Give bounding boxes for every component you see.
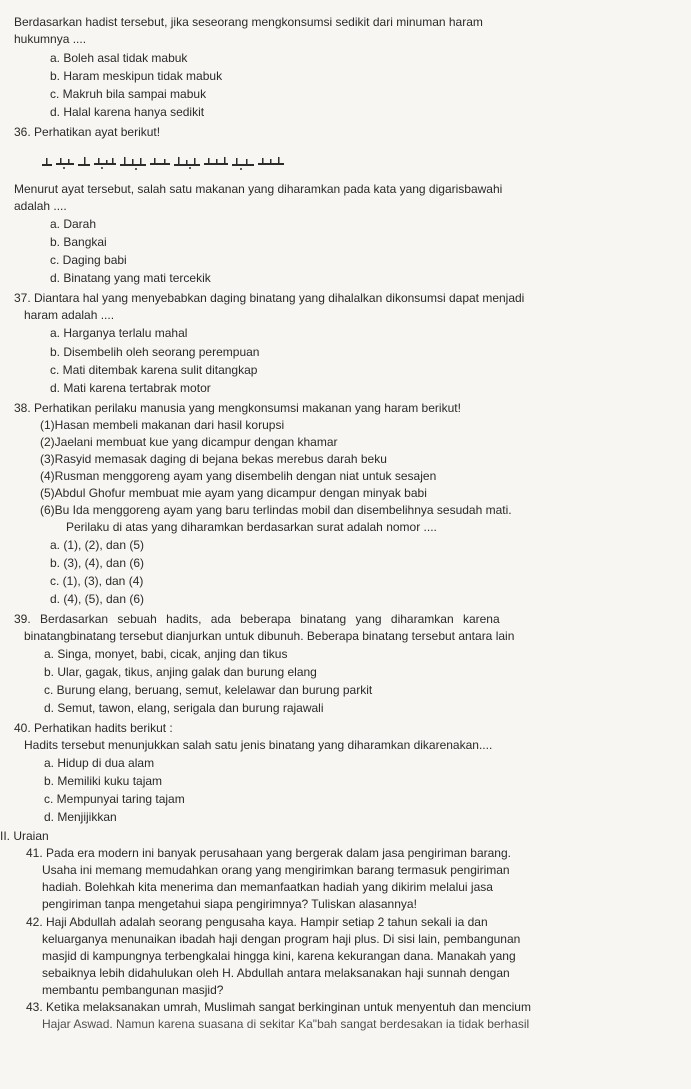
q41-line-3: hadiah. Bolehkah kita menerima dan memanfaatkan hadiah yang dikirim melalui jasa xyxy=(42,880,493,895)
q39-heading-line-2: binatangbinatang tersebut dianjurkan untuk dibunuh. Beberapa binatang tersebut antara lain xyxy=(24,629,515,643)
q40-heading: 40. Perhatikan hadits berikut : xyxy=(14,721,173,736)
section-uraian-heading: II. Uraian xyxy=(0,829,49,844)
q42-line-5: membantu pembangunan masjid? xyxy=(42,982,224,997)
q40-option-c[interactable]: c. Mempunyai taring tajam xyxy=(44,792,185,807)
q38-option-b[interactable]: b. (3), (4), dan (6) xyxy=(50,555,145,570)
q39-option-c[interactable]: c. Burung elang, beruang, semut, kelelawar dan burung parkit xyxy=(44,683,373,698)
q42-line-2: keluarganya menunaikan ibadah haji dengan program haji plus. Di sisi lain, pembangunan xyxy=(42,931,521,946)
q38-item-5: (5)Abdul Ghofur membuat mie ayam yang dicampur dengan minyak babi xyxy=(40,485,427,500)
q36-stem-line-2: adalah .... xyxy=(14,199,67,214)
q43-line-1: 43. Ketika melaksanakan umrah, Muslimah sangat berkinginan untuk menyentuh dan mencium xyxy=(26,999,531,1014)
q38-question: Perilaku di atas yang diharamkan berdasarkan surat adalah nomor .... xyxy=(66,519,437,534)
q36-option-c[interactable]: c. Daging babi xyxy=(50,253,127,268)
q39-heading: 39. Berdasarkan sebuah hadits, ada beberapa binatang yang diharamkan karena xyxy=(14,611,500,626)
q36-options xyxy=(14,216,677,287)
q38-heading: 38. Perhatikan perilaku manusia yang mengkonsumsi makanan yang haram berikut! xyxy=(14,400,461,415)
q40-option-a[interactable]: a. Hidup di dua alam xyxy=(44,756,155,771)
arabic-script-graphic xyxy=(40,155,290,173)
q35-options xyxy=(14,50,677,121)
q35-option-b[interactable]: b. Haram meskipun tidak mabuk xyxy=(50,69,223,84)
q41-block xyxy=(14,845,677,913)
q38-option-a[interactable]: a. (1), (2), dan (5) xyxy=(50,537,145,552)
q37-options xyxy=(14,325,677,396)
q35-option-c[interactable]: c. Makruh bila sampai mabuk xyxy=(50,87,207,102)
intro-line-1: Berdasarkan hadist tersebut, jika seseorang mengkonsumsi sedikit dari minuman haram xyxy=(14,15,483,29)
q39-option-b[interactable]: b. Ular, gagak, tikus, anjing galak dan burung elang xyxy=(44,665,317,680)
q41-line-1: 41. Pada era modern ini banyak perusahaan yang bergerak dalam jasa pengiriman barang. xyxy=(26,846,511,861)
q38-item-4: (4)Rusman menggoreng ayam yang disembelih dengan niat untuk sesajen xyxy=(40,468,437,483)
q37-option-c[interactable]: c. Mati ditembak karena sulit ditangkap xyxy=(50,362,258,377)
q38-options xyxy=(14,537,677,608)
q36-stem-line-1: Menurut ayat tersebut, salah satu makanan yang diharamkan pada kata yang digarisbawahi xyxy=(14,182,503,197)
q38-item-6: (6)Bu Ida menggoreng ayam yang baru terlindas mobil dan disembelihnya sesudah mati. xyxy=(40,502,512,517)
q42-line-4: sebaiknya lebih didahulukan oleh H. Abdullah antara melaksanakan haji sunnah dengan xyxy=(42,965,510,980)
q36-option-b[interactable]: b. Bangkai xyxy=(50,235,107,250)
q38-item-3: (3)Rasyid memasak daging di bejana bekas merebus darah beku xyxy=(40,451,387,466)
q40-option-b[interactable]: b. Memiliki kuku tajam xyxy=(44,774,163,789)
q35-option-a[interactable]: a. Boleh asal tidak mabuk xyxy=(50,51,188,66)
q37-option-b[interactable]: b. Disembelih oleh seorang perempuan xyxy=(50,344,260,359)
q36-heading: 36. Perhatikan ayat berikut! xyxy=(14,125,161,140)
q40-heading-line-2: Hadits tersebut menunjukkan salah satu jenis binatang yang diharamkan dikarenakan.... xyxy=(24,738,493,753)
q43-block xyxy=(14,999,677,1033)
q42-line-3: masjid di kampungnya terbengkalai hingga kini, karena kekurangan dana. Manakah yang xyxy=(42,948,516,963)
q37-option-a[interactable]: a. Harganya terlalu mahal xyxy=(50,326,188,341)
intro-line-2: hukumnya .... xyxy=(14,32,87,47)
q40-options xyxy=(14,755,677,826)
q37-option-d[interactable]: d. Mati karena tertabrak motor xyxy=(50,380,211,395)
q38-option-c[interactable]: c. (1), (3), dan (4) xyxy=(50,573,144,588)
q40-option-d[interactable]: d. Menjijikkan xyxy=(44,810,117,825)
q38-item-1: (1)Hasan membeli makanan dari hasil korupsi xyxy=(40,417,285,432)
q39-option-a[interactable]: a. Singa, monyet, babi, cicak, anjing dan tikus xyxy=(44,647,288,662)
q41-line-4: pengiriman tanpa mengetahui siapa pengirimnya? Tuliskan alasannya! xyxy=(42,897,417,912)
arabic-verse-image xyxy=(14,155,677,173)
q36-option-d[interactable]: d. Binatang yang mati tercekik xyxy=(50,271,211,286)
q42-line-1: 42. Haji Abdullah adalah seorang pengusaha kaya. Hampir setiap 2 tahun sekali ia dan xyxy=(26,914,488,929)
q36-option-a[interactable]: a. Darah xyxy=(50,217,97,232)
q39-option-d[interactable]: d. Semut, tawon, elang, serigala dan burung rajawali xyxy=(44,701,324,716)
q37-heading-line-2: haram adalah .... xyxy=(24,308,115,323)
q37-heading: 37. Diantara hal yang menyebabkan daging binatang yang dihalalkan dikonsumsi dapat menjadi xyxy=(14,291,525,306)
q38-option-d[interactable]: d. (4), (5), dan (6) xyxy=(50,591,145,606)
q39-options xyxy=(14,646,677,717)
q38-item-2: (2)Jaelani membuat kue yang dicampur dengan khamar xyxy=(40,434,338,449)
q38-items xyxy=(14,417,677,519)
q35-option-d[interactable]: d. Halal karena hanya sedikit xyxy=(50,105,205,120)
q41-line-2: Usaha ini memang memudahkan orang yang mengirimkan barang termasuk pengiriman xyxy=(42,863,510,878)
q42-block xyxy=(14,914,677,999)
q43-line-2: Hajar Aswad. Namun karena suasana di sekitar Ka"bah sangat berdesakan ia tidak berhasil xyxy=(42,1016,530,1031)
